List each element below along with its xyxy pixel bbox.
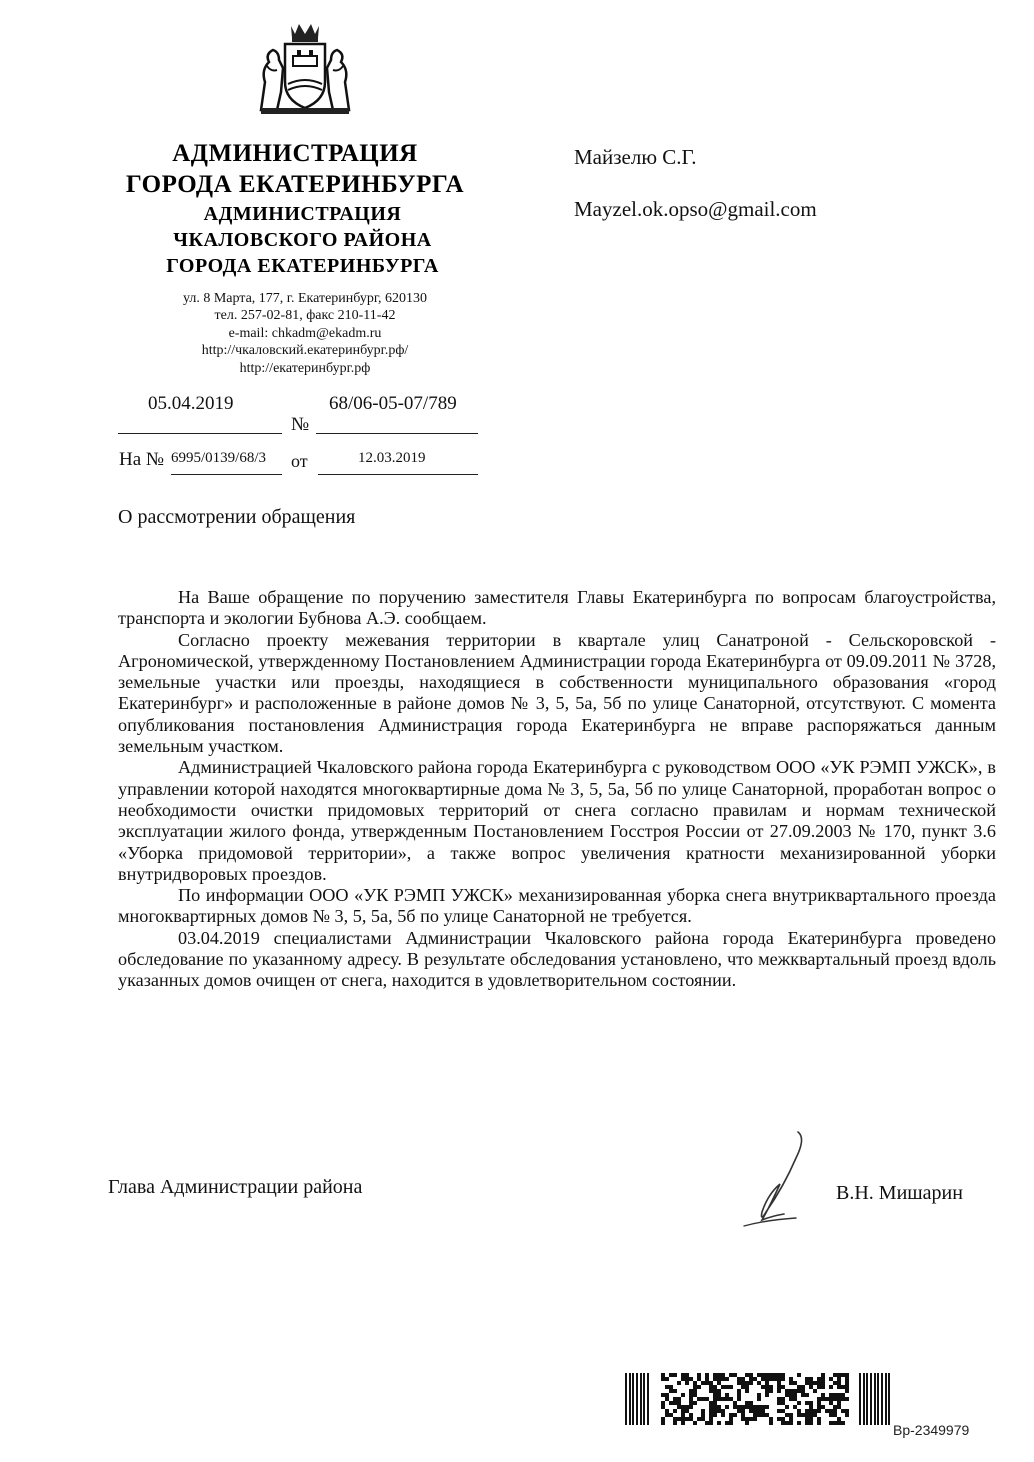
reply-date: 12.03.2019: [358, 450, 426, 466]
contact-details: [140, 290, 470, 377]
body-paragraph: Администрацией Чкаловского района города Екатеринбурга с руководством ООО «УК РЭМП УЖСК», в управлении которой находятся многоквартирные дома № 3, 5, 5а, 5б по улице Санаторной, проработан вопрос о необходимости очистки придомовых территорий от снега согласно правилам и нормам технической эксплуатации жилого фонда, утвержденным Постановлением Госстроя России от 27.09.2003 № 170, пункт 3.6 «Уборка придомовой территории», а также вопрос увеличения кратности механизированной уборки внутридворовых проездов.: [118, 757, 996, 884]
document-id: Вр-2349979: [893, 1422, 970, 1438]
reply-number-underline: [171, 474, 282, 475]
handwritten-signature: [736, 1128, 818, 1230]
number-underline: [316, 433, 478, 434]
body-paragraph: На Ваше обращение по поручению заместителя Главы Екатеринбурга по вопросам благоустройства, транспорта и экологии Бубнова А.Э. сообщаем.: [118, 587, 996, 629]
signatory-title: Глава Администрации района: [108, 1176, 363, 1198]
letter-body: [118, 587, 996, 992]
org-line-2: ГОРОДА ЕКАТЕРИНБУРГА: [125, 171, 465, 198]
reply-prefix: На №: [119, 449, 165, 470]
contact-website-city: http://екатеринбург.рф: [239, 360, 371, 376]
reply-number: 6995/0139/68/3: [171, 450, 267, 466]
addressee-name: Майзелю С.Г.: [574, 145, 697, 169]
contact-email: e-mail: chkadm@ekadm.ru: [228, 325, 382, 341]
coat-of-arms-icon: [255, 22, 355, 120]
contact-address: ул. 8 Марта, 177, г. Екатеринбург, 620130: [182, 291, 428, 306]
sub-org-line-1: АДМИНИСТРАЦИЯ: [203, 203, 402, 225]
date-underline: [118, 433, 282, 434]
sub-org-line-3: ГОРОДА ЕКАТЕРИНБУРГА: [166, 255, 439, 277]
reply-from-label: от: [291, 451, 308, 471]
contact-website-district: http://чкаловский.екатеринбург.рф/: [201, 343, 409, 359]
number-sign: №: [291, 414, 310, 435]
addressee-email: Mayzel.ok.opso@gmail.com: [574, 197, 817, 221]
body-paragraph: По информации ООО «УК РЭМП УЖСК» механизированная уборка снега внутриквартального проезда многоквартирных домов № 3, 5, 5а, 5б по улице Санаторной не требуется.: [118, 885, 996, 927]
document-date: 05.04.2019: [148, 393, 234, 414]
signatory-name: В.Н. Мишарин: [836, 1182, 963, 1204]
body-paragraph: Согласно проекту межевания территории в квартале улиц Санатроной - Сельскоровской - Агрономической, утвержденному Постановлением Администрации города Екатеринбурга от 09.09.2011 № 3728, земельные участки или проезды, находящиеся в собственности муниципального образования «город Екатеринбург» и расположенные в районе домов № 3, 5, 5а, 5б по улице Санаторной, отсутствуют. С момента опубликования постановления Администрация города Екатеринбурга не вправе распоряжаться данным земельным участком.: [118, 629, 996, 757]
org-line-1: АДМИНИСТРАЦИЯ: [172, 140, 418, 167]
contact-phone: тел. 257-02-81, факс 210-11-42: [214, 308, 396, 324]
reply-date-underline: [318, 474, 478, 475]
letter-subject: О рассмотрении обращения: [118, 506, 356, 528]
document-number: 68/06-05-07/789: [329, 393, 457, 414]
organization-name: [110, 138, 480, 200]
sub-organization-name: [110, 201, 495, 279]
barcode-icon: [625, 1373, 891, 1425]
body-paragraph: 03.04.2019 специалистами Администрации Чкаловского района города Екатеринбурга проведено обследование по указанному адресу. В результате обследования установлено, что межквартальный проезд вдоль указанных домов очищен от снега, находится в удовлетворительном состоянии.: [118, 927, 996, 991]
sub-org-line-2: ЧКАЛОВСКОГО РАЙОНА: [173, 229, 432, 251]
